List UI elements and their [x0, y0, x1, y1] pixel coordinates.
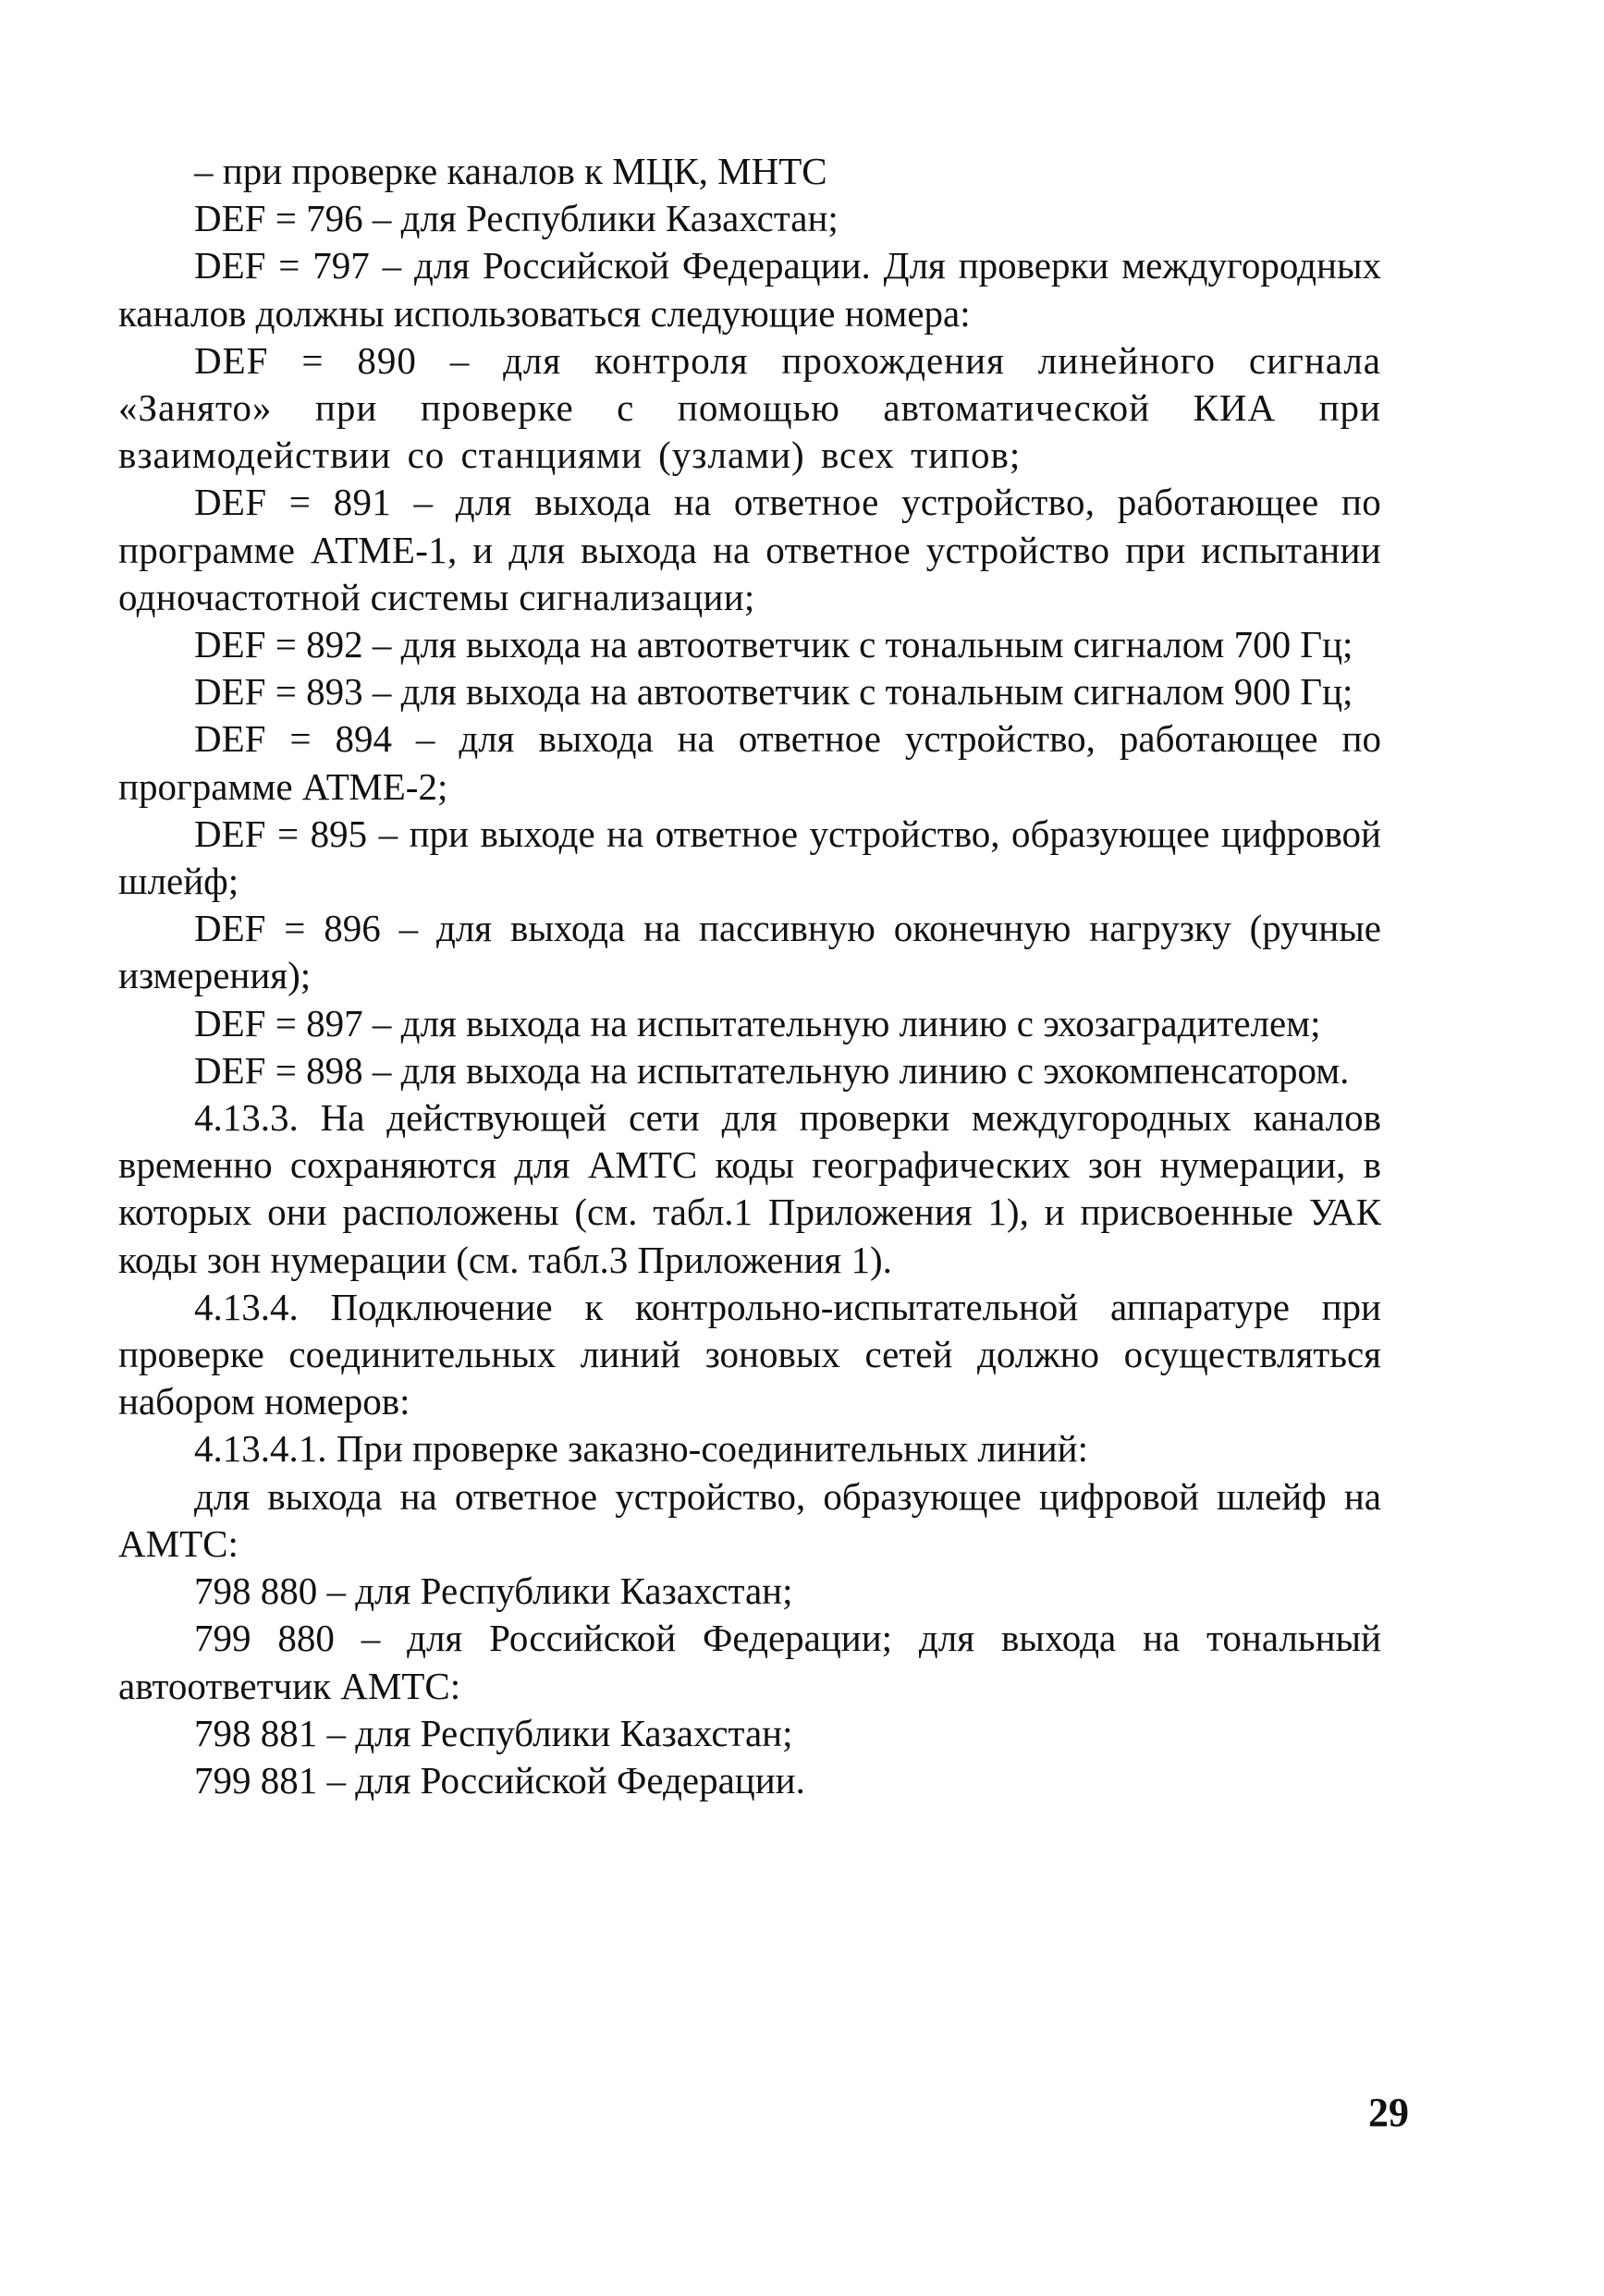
paragraph-mcc-check: – при проверке каналов к МЦК, МНТС [194, 150, 827, 192]
paragraph-def-898: DEF = 898 – для выхода на испытательную линию с эхокомпенсатором. [194, 1048, 1350, 1092]
paragraph-4-13-4-1: 4.13.4.1. При проверке заказно-соединительных линий: [194, 1427, 1089, 1471]
paragraph-def-797: DEF = 797 – для Российской Федерации. Для проверки междугородных каналов должны использоваться следующие номера: [118, 244, 1381, 335]
paragraph-def-896: DEF = 896 – для выхода на пассивную оконечную нагрузку (ручные измерения); [118, 907, 1381, 997]
paragraph-799-880: 799 880 – для Российской Федерации; для выхода на тональный автоответчик АМТС: [118, 1617, 1381, 1707]
paragraph-def-894: DEF = 894 – для выхода на ответное устройство, работающее по программе АТМЕ-2; [118, 717, 1381, 808]
paragraph-def-892: DEF = 892 – для выхода на автоответчик с тональным сигналом 700 Гц; [194, 623, 1353, 666]
paragraph-798-881: 798 881 – для Республики Казахстан; [194, 1711, 793, 1754]
paragraph-799-881: 799 881 – для Российской Федерации. [194, 1758, 805, 1801]
body-text [118, 148, 1381, 1804]
paragraph-def-895: DEF = 895 – при выходе на ответное устройство, образующее цифровой шлейф; [118, 812, 1381, 903]
paragraph-def-897: DEF = 897 – для выхода на испытательную линию с эхозаградителем; [194, 1001, 1321, 1044]
paragraph-4-13-3: 4.13.3. На действующей сети для проверки междугородных каналов временно сохраняются для АМТС коды географических зон нумерации, в которых они расположены (см. табл.1 Приложения 1), и присвоенные УАК коды зон нумерации (см. табл.3 Приложения 1). [118, 1096, 1381, 1281]
page-number: 29 [1368, 2090, 1409, 2135]
paragraph-def-890: DEF = 890 – для контроля прохождения линейного сигнала «Занято» при проверке с помощью автоматической КИА при взаимодействии со станциями (узлами) всех типов; [118, 338, 1381, 477]
paragraph-digital-loop: для выхода на ответное устройство, образующее цифровой шлейф на АМТС: [118, 1474, 1381, 1565]
paragraph-def-796: DEF = 796 – для Республики Казахстан; [194, 197, 839, 240]
paragraph-798-880: 798 880 – для Республики Казахстан; [194, 1569, 793, 1613]
paragraph-def-893: DEF = 893 – для выхода на автоответчик с тональным сигналом 900 Гц; [194, 670, 1353, 714]
paragraph-def-891: DEF = 891 – для выхода на ответное устройство, работающее по программе АТМЕ-1, и для выхода на ответное устройство при испытании одночастотной системы сигнализации; [118, 481, 1381, 618]
paragraph-4-13-4: 4.13.4. Подключение к контрольно-испытательной аппаратуре при проверке соединительных линий зоновых сетей должно осуществляться набором номеров: [118, 1285, 1381, 1423]
